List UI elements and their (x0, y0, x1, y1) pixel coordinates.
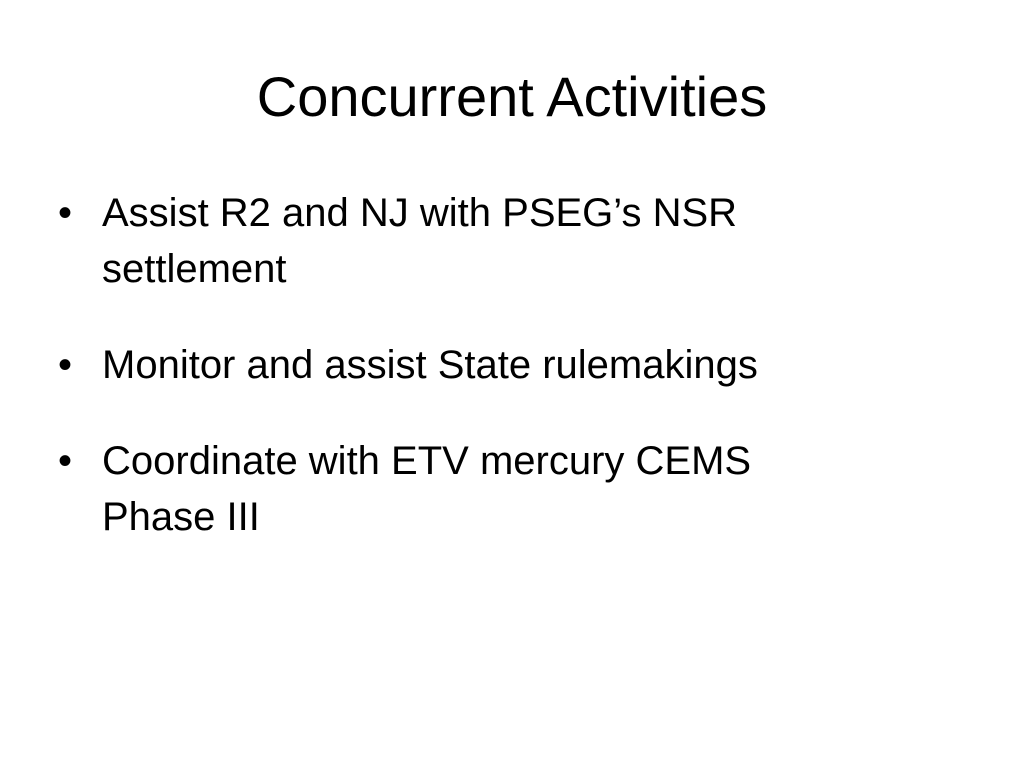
bullet-text: Monitor and assist State rulemakings (102, 343, 758, 387)
bullet-list (58, 185, 958, 585)
bullet-text: Assist R2 and NJ with PSEG’s NSR settlement (102, 191, 738, 291)
slide-title: Concurrent Activities (256, 65, 768, 128)
bullet-icon: • (58, 439, 73, 483)
bullet-text: Coordinate with ETV mercury CEMS Phase III (102, 439, 752, 539)
bullet-item (58, 433, 862, 545)
bullet-icon: • (58, 343, 73, 387)
bullet-icon: • (58, 191, 73, 235)
bullet-item (58, 185, 862, 297)
bullet-item (58, 337, 958, 393)
